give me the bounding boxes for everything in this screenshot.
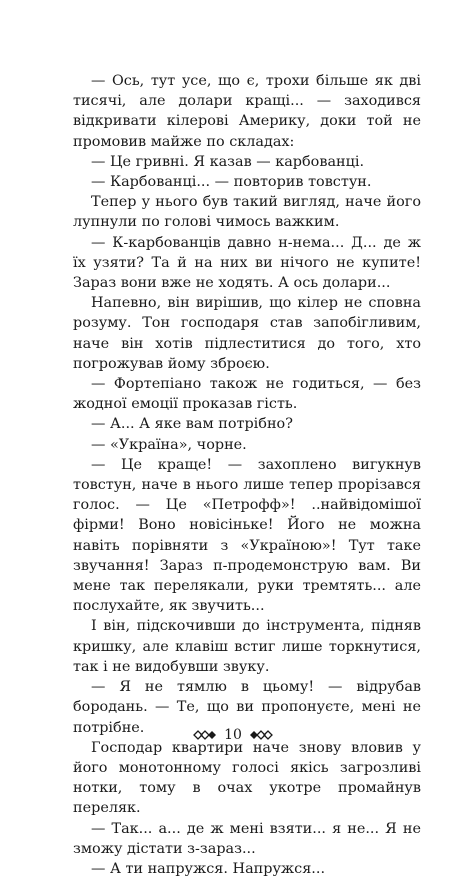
- paragraph: — Так... а... де ж мені взяти... я не... Я не зможу дістати з-зараз...: [73, 820, 421, 857]
- paragraph: — К-карбованців давно н-нема... Д... де ж їх узяти? Та й на них ви нічого не купите! Зараз вони вже не ходять. А ось долари...: [73, 234, 421, 292]
- paragraph: — Ось, тут усе, що є, трохи більше як дві тисячі, але долари кращі... — заходився відкривати кілерові Америку, доки той не промовив майже по складах:: [73, 73, 421, 150]
- paragraph: — Карбованці... — повторив товстун.: [91, 174, 372, 191]
- paragraph: Тепер у нього був такий вигляд, наче його лупнули по голові чимось важким.: [73, 194, 421, 231]
- paragraph: — А... А яке вам потрібно?: [91, 416, 293, 433]
- ornament-left-icon: [193, 730, 217, 740]
- ornament-right-icon: [249, 730, 273, 740]
- paragraph: — А ти напружся. Напружся...: [91, 860, 326, 877]
- body-text: [73, 71, 421, 879]
- paragraph: — Це гривні. Я казав — карбованці.: [91, 153, 365, 170]
- paragraph: — «Україна», чорне.: [91, 436, 247, 453]
- page-number: 10: [224, 727, 242, 743]
- paragraph: — Фортепіано також не годиться, — без жодної емоції проказав гість.: [73, 376, 421, 413]
- paragraph: Напевно, він вирішив, що кілер не сповна розуму. Тон господаря став запобігливим, наче він хотів підлеститися до того, хто погрожував йому зброєю.: [73, 295, 421, 372]
- paragraph: І він, підскочивши до інструмента, підняв кришку, але клавіш встиг лише торкнутися, так і не видобувши звуку.: [73, 618, 421, 675]
- paragraph: Господар квартири наче знову вловив у його монотонному голосі якісь загрозливі нотки, тому в очах укотре промайнув переляк.: [73, 739, 421, 817]
- page-footer: [0, 727, 466, 743]
- paragraph: — Це краще! — захоплено вигукнув товстун, наче в нього лише тепер прорізався голос. — Це «Петрофф»! ..найвідомішої фірми! Воно новісіньке! Його не можна навіть порівняти з «Україною»! Тут таке звучання! Зараз п-продемонструю вам. Ви мене так перелякали, руки тремтять... але послухайте, як звучить...: [73, 456, 421, 615]
- paragraph: — Я не тямлю в цьому! — відрубав бородань. — Те, що ви пропонуєте, мені не потрібне.: [73, 679, 421, 736]
